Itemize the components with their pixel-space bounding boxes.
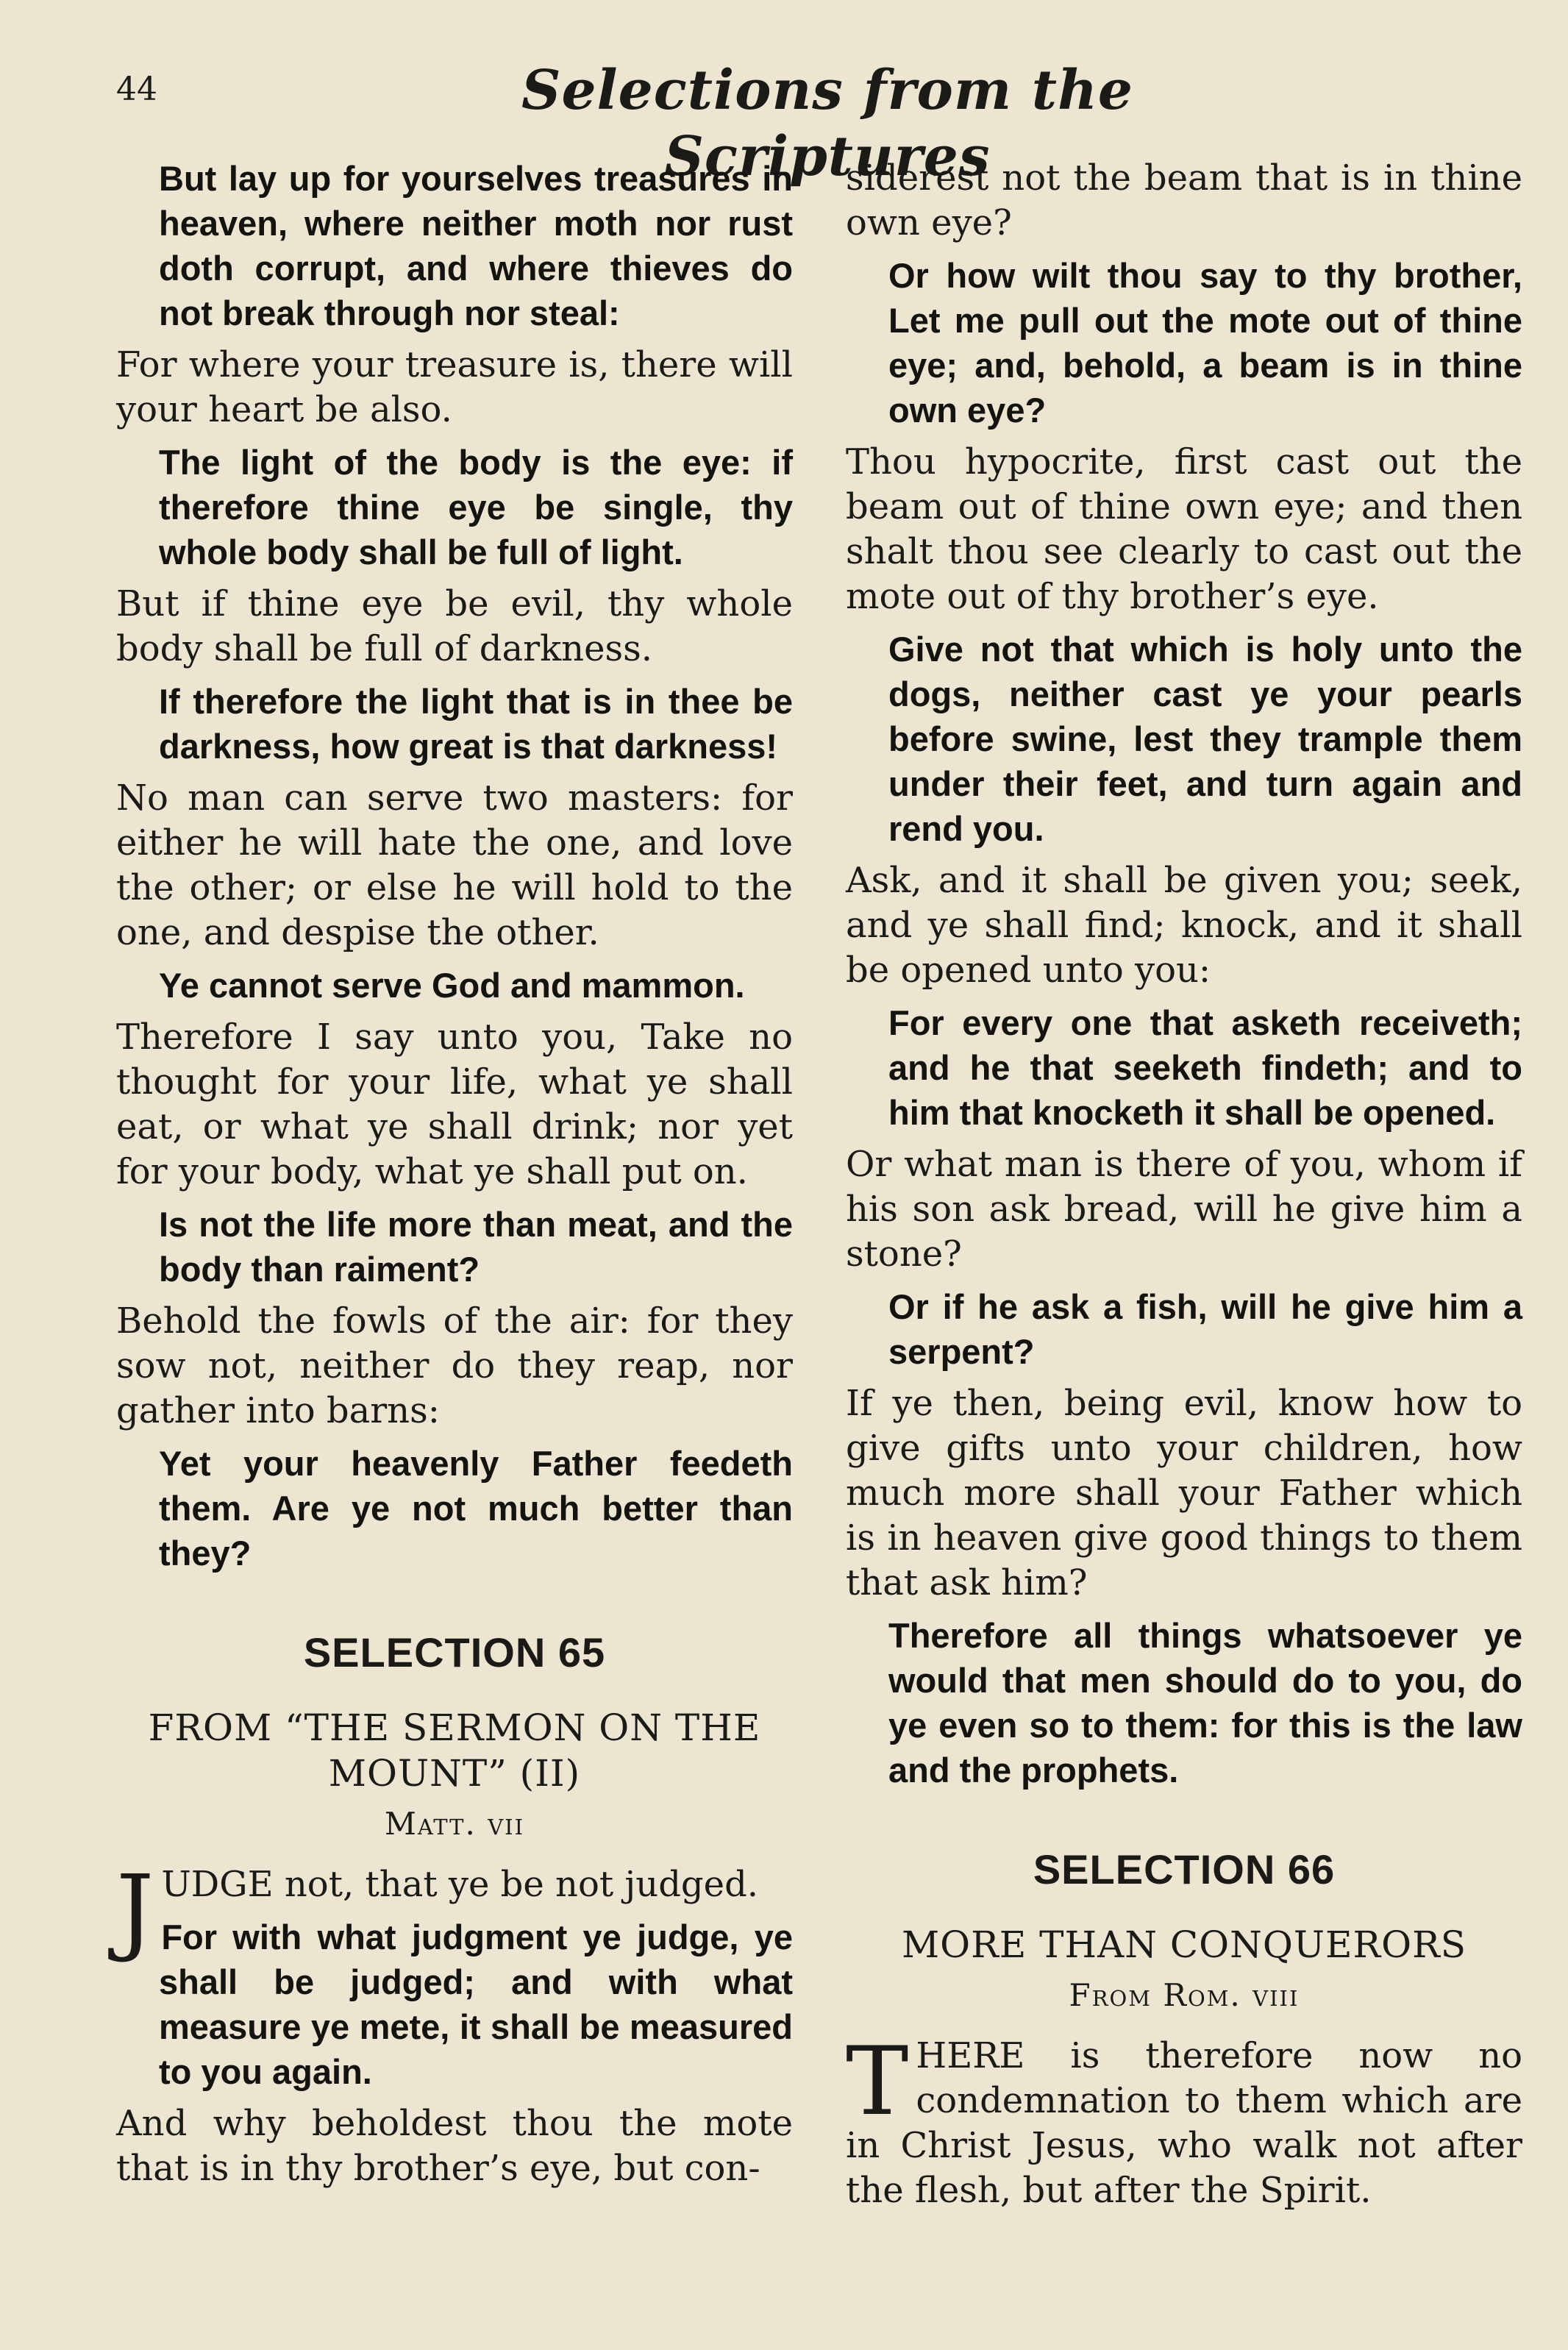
reader-verse: siderest not the beam that is in thine own eye? [846, 157, 1522, 243]
reader-verse: But if thine eye be evil, thy whole body shall be full of darkness. [116, 583, 793, 669]
reader-verse: Or what man is there of you, whom if his son ask bread, will he give him a stone? [846, 1144, 1522, 1275]
right-column [846, 156, 1522, 2221]
response-verse: If therefore the light that is in thee be darkness, how great is that darkness! [159, 682, 793, 766]
selection-heading: SELECTION 65 [303, 1629, 606, 1676]
reader-verse: For where your treasure is, there will your heart be also. [116, 344, 793, 430]
running-title: Selections from the Scriptures [521, 59, 1133, 188]
response-verse: The light of the body is the eye: if therefore thine eye be single, thy whole body shall be full of light. [159, 443, 793, 572]
response-verse: Or if he ask a fish, will he give him a serpent? [888, 1287, 1522, 1371]
verse-text: HERE is therefore now no condemnation to them which are in Christ Jesus, who walk not after the flesh, but after the Spirit. [846, 2035, 1522, 2211]
left-column [116, 156, 793, 2198]
verse-text: UDGE not, that ye be not judged. [161, 1864, 759, 1905]
selection-source: Matt. vii [384, 1806, 525, 1842]
reader-verse: If ye then, being evil, know how to give gifts unto your children, how much more shall your Father which is in heaven give good things to them that ask him? [846, 1383, 1522, 1603]
response-verse: Therefore all things whatsoever ye would that men should do to you, do ye even so to them: for this is the law and the prophets. [888, 1616, 1522, 1790]
reader-verse [846, 2027, 1522, 2213]
selection-heading: SELECTION 66 [1033, 1846, 1336, 1893]
reader-verse: Ask, and it shall be given you; seek, and ye shall find; knock, and it shall be opened unto you: [846, 860, 1522, 991]
selection-title: FROM “THE SERMON ON THE MOUNT” (II) [148, 1706, 761, 1795]
drop-cap: T [846, 2027, 909, 2137]
drop-cap: J [116, 1856, 154, 1965]
reader-verse: Behold the fowls of the air: for they sow not, neither do they reap, nor gather into barns: [116, 1300, 793, 1431]
page-number: 44 [116, 71, 157, 108]
selection-title: MORE THAN CONQUERORS [901, 1923, 1467, 1966]
reader-verse: No man can serve two masters: for either he will hate the one, and love the other; or else he will hold to the one, and despise the other. [116, 777, 793, 953]
response-verse: Give not that which is holy unto the dogs, neither cast ye your pearls before swine, lest they trample them under their feet, and turn again and rend you. [888, 630, 1522, 848]
reader-verse: Thou hypocrite, first cast out the beam out of thine own eye; and then shalt thou see clearly to cast out the mote out of thy brother’s eye. [846, 441, 1522, 617]
response-verse: Is not the life more than meat, and the body than raiment? [159, 1205, 793, 1289]
reader-verse: Therefore I say unto you, Take no thought for your life, what ye shall eat, or what ye shall drink; nor yet for your body, what ye shall put on. [116, 1016, 793, 1192]
response-verse: Ye cannot serve God and mammon. [159, 966, 745, 1005]
reader-verse: And why beholdest thou the mote that is in thy brother’s eye, but con- [116, 2103, 793, 2189]
selection-source: From Rom. viii [1069, 1977, 1300, 2013]
response-verse: Or how wilt thou say to thy brother, Let me pull out the mote out of thine eye; and, behold, a beam is in thine own eye? [888, 256, 1522, 430]
response-verse: Yet your heavenly Father feedeth them. Are ye not much better than they? [159, 1444, 793, 1573]
response-verse: But lay up for yourselves treasures in heaven, where neither moth nor rust doth corrupt, and where thieves do not break through nor steal: [159, 159, 793, 332]
reader-verse [116, 1856, 793, 1965]
response-verse: For every one that asketh receiveth; and he that seeketh findeth; and to him that knocketh it shall be opened. [888, 1003, 1522, 1132]
response-verse: For with what judgment ye judge, ye shall be judged; and with what measure ye mete, it shall be measured to you again. [159, 1918, 793, 2091]
